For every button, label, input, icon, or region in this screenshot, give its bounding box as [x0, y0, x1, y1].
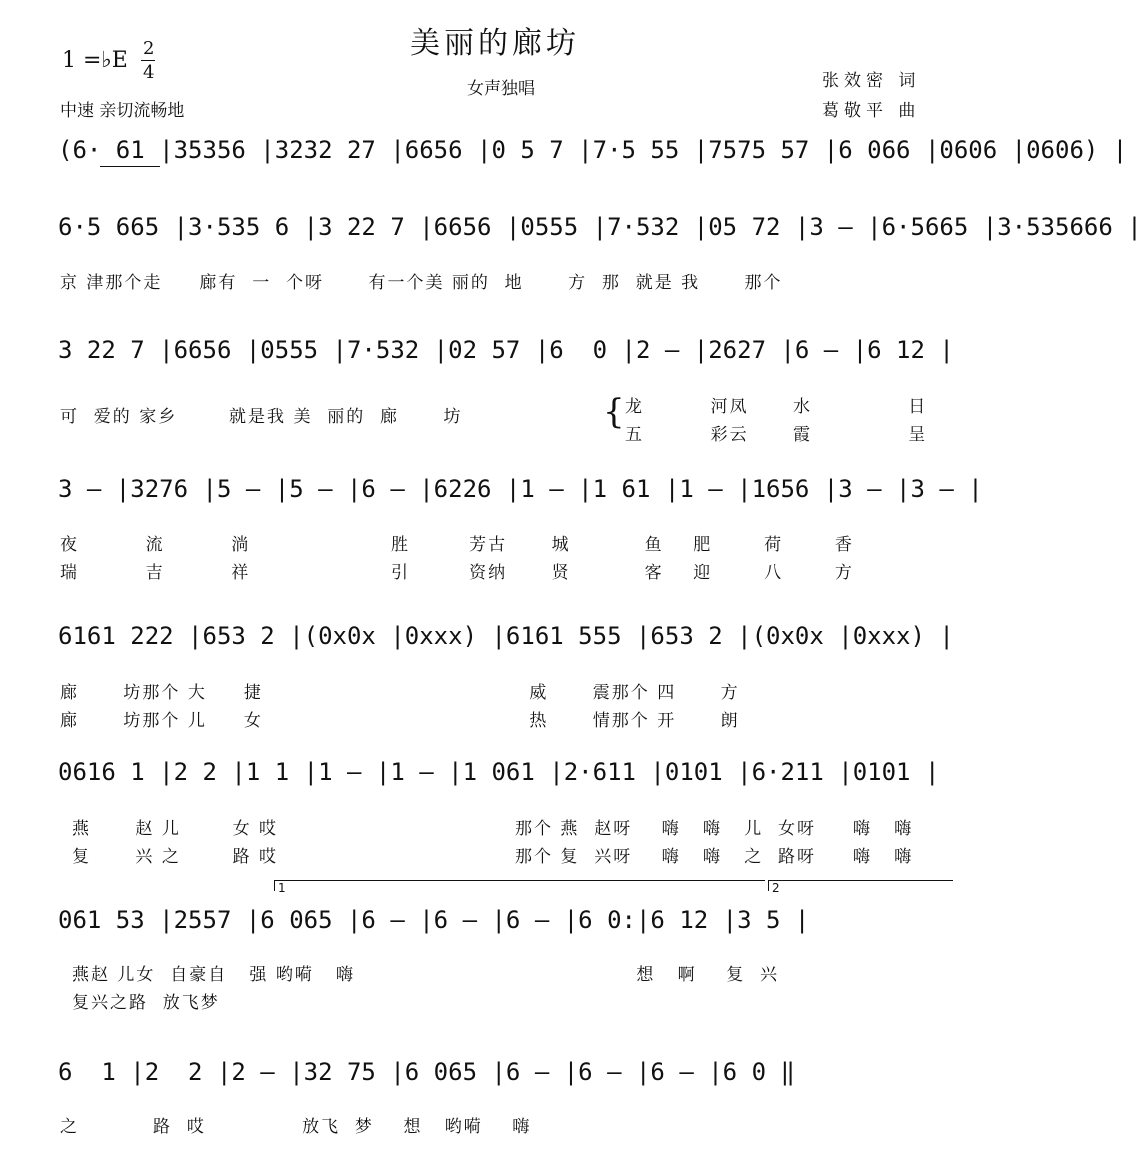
- lyrics-system-7-verse-2: 复兴之路 放飞梦: [72, 993, 220, 1013]
- notation-system-8: 6 1 |2 2 |2 — |32 75 |6 065 |6 — |6 — |6 — |6 0 ‖: [58, 1058, 795, 1086]
- notation-system-4: 3 — |3276 |5 — |5 — |6 — |6226 |1 — |1 61 |1 — |1656 |3 — |3 — |: [58, 475, 983, 503]
- lyricist: 张效密 词: [822, 71, 921, 91]
- composer: 葛敬平 曲: [822, 101, 921, 121]
- notation-system-5: 6161 222 |653 2 |(0x0x |0xxx) |6161 555 |653 2 |(0x0x |0xxx) |: [58, 622, 954, 650]
- notation-system-2: 6·5 665 |3·535 6 |3 22 7 |6656 |0555 |7·532 |05 72 |3 — |6·5665 |3·535666 |: [58, 213, 1142, 241]
- underline: [100, 166, 160, 167]
- performer: 女声独唱: [467, 79, 535, 99]
- time-signature-top: 2: [143, 38, 155, 59]
- lyrics-system-6-verse-2: 复 兴 之 路 哎 那个 复 兴呀 嗨 嗨 之 路呀 嗨 嗨: [72, 847, 914, 867]
- notation-system-6: 0616 1 |2 2 |1 1 |1 — |1 — |1 061 |2·611 |0101 |6·211 |0101 |: [58, 758, 940, 786]
- lyrics-system-7-verse-1: 燕赵 儿女 自豪自 强 哟嗬 嗨 想 啊 复 兴: [72, 965, 780, 985]
- song-title: 美丽的廊坊: [410, 26, 580, 61]
- notation-system-3: 3 22 7 |6656 |0555 |7·532 |02 57 |6 0 |2 — |2627 |6 — |6 12 |: [58, 336, 954, 364]
- notation-system-7: 061 53 |2557 |6 065 |6 — |6 — |6 — |6 0:|6 12 |3 5 |: [58, 906, 810, 934]
- lyrics-system-3: 可 爱的 家乡 就是我 美 丽的 廊 坊: [60, 407, 463, 427]
- notation-system-1: (6· 61 |35356 |3232 27 |6656 |0 5 7 |7·5 55 |7575 57 |6 066 |0606 |0606) |: [58, 136, 1128, 164]
- time-signature-bottom: 4: [143, 62, 155, 83]
- lyrics-system-8: 之 路 哎 放飞 梦 想 哟嗬 嗨: [60, 1117, 532, 1137]
- lyrics-system-3-verse-1: 龙 河凤 水 日: [625, 397, 928, 417]
- volta-1-number: 1: [278, 881, 286, 895]
- volta-bracket-1: [274, 880, 765, 895]
- lyrics-system-4-verse-2: 瑞 吉 祥 引 资纳 贤 客 迎 八 方: [60, 563, 854, 583]
- time-signature-line: [141, 60, 155, 61]
- lyrics-system-4-verse-1: 夜 流 淌 胜 芳古 城 鱼 肥 荷 香: [60, 535, 854, 555]
- tempo-marking: 中速 亲切流畅地: [60, 101, 185, 121]
- verse-brace: {: [603, 392, 625, 432]
- lyrics-system-3-verse-2: 五 彩云 霞 呈: [625, 425, 928, 445]
- key-signature: 1 =♭E: [62, 48, 128, 73]
- lyrics-system-5-verse-1: 廊 坊那个 大 捷 威 震那个 四 方: [60, 683, 740, 703]
- lyrics-system-2: 京 津那个走 廊有 一 个呀 有一个美 丽的 地 方 那 就是 我 那个: [60, 273, 783, 293]
- volta-2-number: 2: [772, 881, 780, 895]
- volta-bracket-2: [768, 880, 953, 895]
- lyrics-system-6-verse-1: 燕 赵 儿 女 哎 那个 燕 赵呀 嗨 嗨 儿 女呀 嗨 嗨: [72, 819, 914, 839]
- lyrics-system-5-verse-2: 廊 坊那个 儿 女 热 情那个 开 朗: [60, 711, 740, 731]
